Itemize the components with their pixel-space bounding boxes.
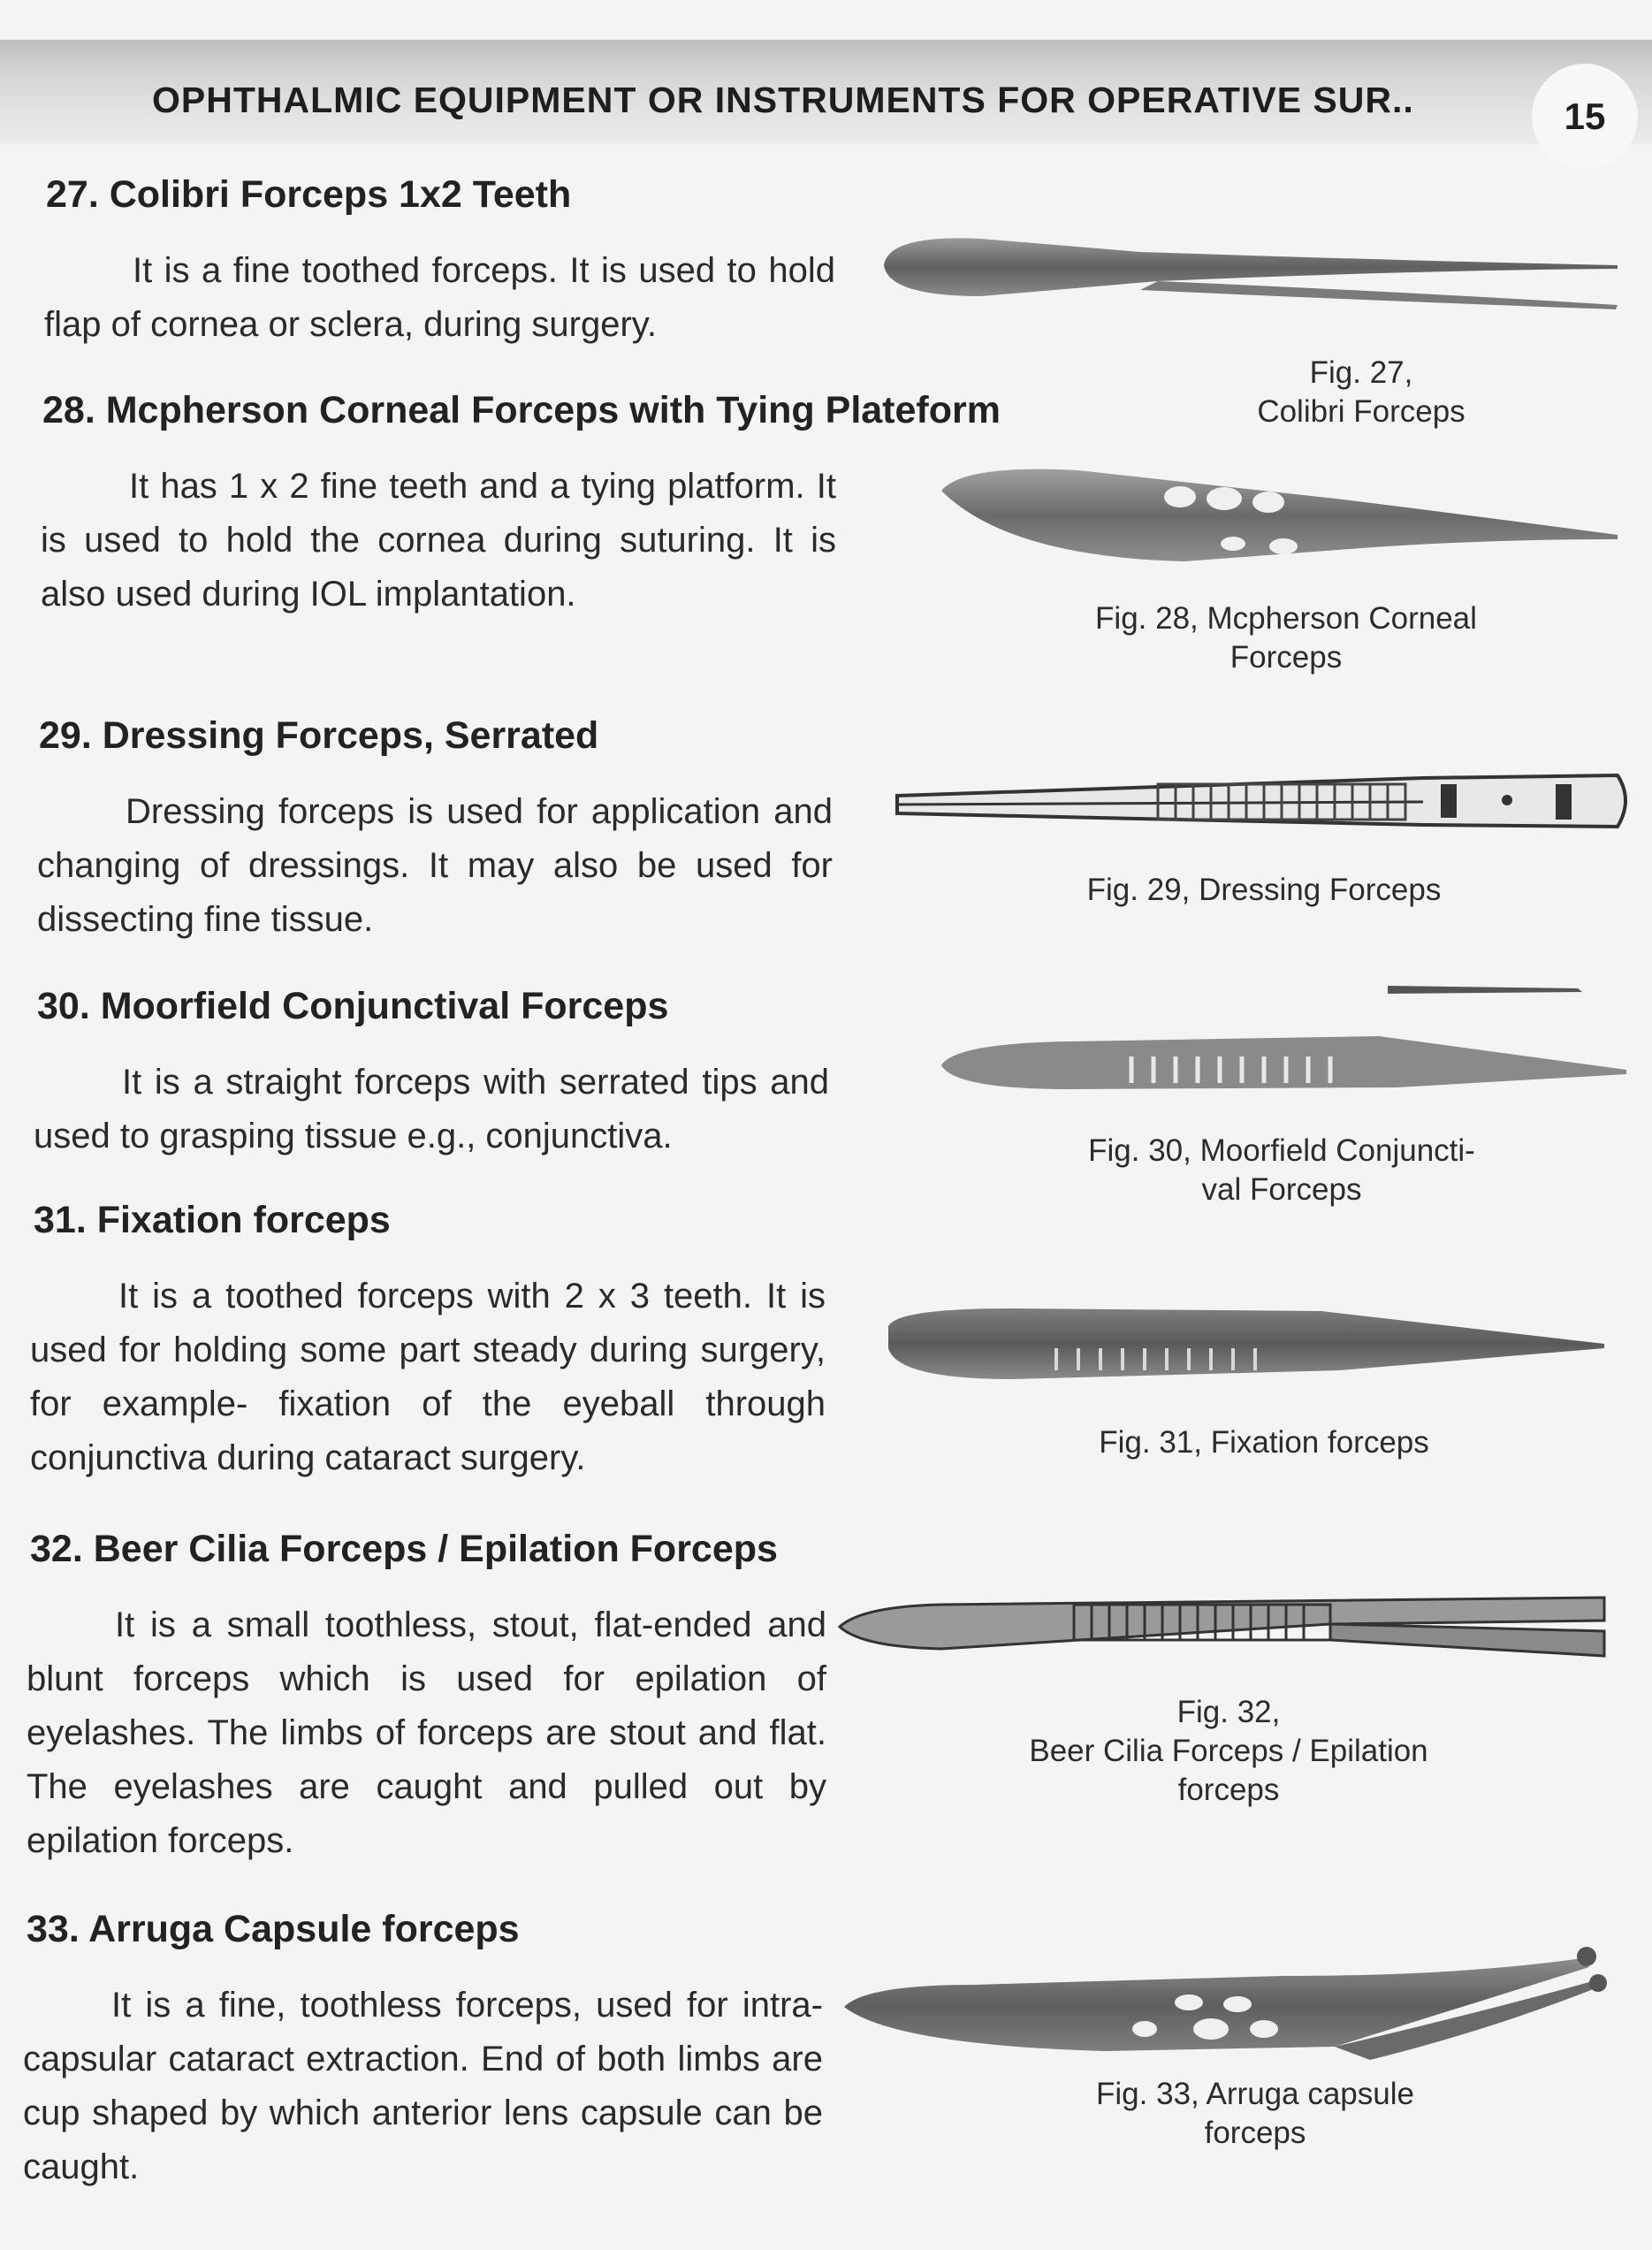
section-title-29: 29. Dressing Forceps, Serrated — [39, 714, 599, 757]
caption-line: Forceps — [1229, 640, 1343, 675]
caption-line: Fig. 29, Dressing Forceps — [1086, 873, 1442, 907]
section-body-31: It is a toothed forceps with 2 x 3 teeth. It is used for holding some part steady during surgery, for example- fixation of the eyeball through conjunctiva during cataract surgery. — [30, 1277, 826, 1477]
caption-line: Beer Cilia Forceps / Epilation — [1029, 1734, 1428, 1768]
section-title-32: 32. Beer Cilia Forceps / Epilation Forceps — [30, 1528, 778, 1570]
caption-line: forceps — [1177, 1773, 1280, 1807]
page-number: 15 — [1532, 64, 1638, 170]
caption-line: Fig. 33, Arruga capsule — [1096, 2077, 1414, 2111]
figure-caption-33 — [1052, 2075, 1458, 2153]
caption-line: Fig. 32, — [1176, 1695, 1281, 1729]
section-title-28: 28. Mcpherson Corneal Forceps with Tying Plateform — [42, 389, 1001, 431]
caption-line: forceps — [1204, 2116, 1306, 2150]
section-title-33: 33. Arruga Capsule forceps — [27, 1908, 520, 1950]
section-body-28: It has 1 x 2 fine teeth and a tying platform. It is used to hold the cornea during suturing. It is also used during IOL implantation. — [41, 467, 836, 614]
caption-line: val Forceps — [1201, 1172, 1362, 1207]
figure-29-dressing-forceps — [893, 765, 1631, 853]
figure-33-arruga-capsule-forceps — [840, 1941, 1609, 2073]
caption-line: Fig. 28, Mcpherson Corneal — [1095, 601, 1477, 636]
figure-31-fixation-forceps — [879, 1295, 1613, 1392]
section-title-30: 30. Moorfield Conjunctival Forceps — [37, 985, 669, 1027]
caption-line: Fig. 30, Moorfield Conjuncti- — [1088, 1133, 1475, 1168]
figure-caption-29 — [1052, 871, 1476, 910]
section-body-32: It is a small toothless, stout, flat-ended and blunt forceps which is used for epilation of eyelashes. The limbs of forceps are stout and flat. The eyelashes are caught and pulled out by epilation forceps. — [27, 1606, 826, 1860]
caption-line: Colibri Forceps — [1257, 394, 1465, 429]
section-body-33: It is a fine, toothless forceps, used for intra-capsular cataract extraction. End of both limbs are cup shaped by which anterior lens capsule can be caught. — [23, 1986, 823, 2186]
caption-line: Fig. 31, Fixation forceps — [1099, 1425, 1429, 1460]
figure-28-mcpherson-forceps — [937, 451, 1626, 583]
figure-30-moorfield-forceps — [937, 972, 1635, 1105]
figure-caption-32 — [994, 1693, 1463, 1810]
figure-caption-30 — [1043, 1132, 1520, 1209]
section-body-27: It is a fine toothed forceps. It is used to hold flap of cornea or sclera, during surgery. — [44, 251, 835, 344]
figure-caption-27 — [1202, 354, 1520, 431]
section-title-27: 27. Colibri Forceps 1x2 Teeth — [46, 173, 572, 216]
section-body-29: Dressing forceps is used for application and changing of dressings. It may also be used for dissecting fine tissue. — [37, 792, 833, 939]
running-head: OPHTHALMIC EQUIPMENT OR INSTRUMENTS FOR OPERATIVE SUR.. — [152, 80, 1414, 120]
figure-caption-28 — [1061, 599, 1511, 677]
figure-27-colibri-forceps — [875, 212, 1626, 327]
section-title-31: 31. Fixation forceps — [34, 1199, 391, 1241]
figure-caption-31 — [1052, 1423, 1476, 1462]
caption-line: Fig. 27, — [1309, 355, 1413, 390]
section-body-30: It is a straight forceps with serrated tips and used to grasping tissue e.g., conjunctiva. — [34, 1063, 829, 1156]
figure-32-beer-cilia-forceps — [835, 1587, 1618, 1675]
